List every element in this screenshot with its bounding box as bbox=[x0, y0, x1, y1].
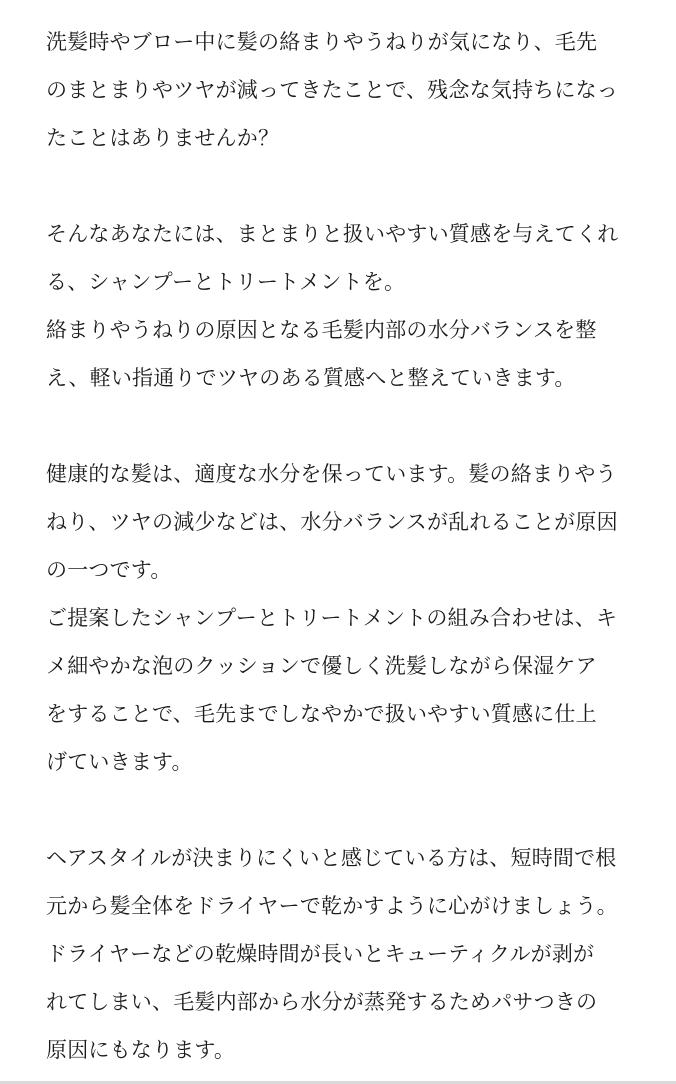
text-line: え、軽い指通りでツヤのある質感へと整えていきます。 bbox=[46, 366, 576, 390]
text-line: をすることで、毛先までしなやかで扱いやすい質感に仕上 bbox=[46, 702, 597, 726]
text-line: る、シャンプーとトリートメントを。 bbox=[46, 270, 406, 294]
paragraph-2 bbox=[46, 210, 646, 402]
text-line: 元から髪全体をドライヤーで乾かすように心がけましょう。 bbox=[46, 894, 618, 918]
text-line: 健康的な髪は、適度な水分を保っています。髪の絡まりやう bbox=[46, 462, 617, 486]
text-line: 絡まりやうねりの原因となる毛髪内部の水分バランスを整 bbox=[46, 318, 597, 342]
text-line: メ細やかな泡のクッションで優しく洗髪しながら保湿ケア bbox=[46, 654, 597, 678]
text-line: ドライヤーなどの乾燥時間が長いとキューティクルが剥が bbox=[46, 942, 595, 966]
paragraph-spacer bbox=[46, 162, 646, 210]
text-line: れてしまい、毛髪内部から水分が蒸発するためパサつきの bbox=[46, 990, 598, 1014]
text-line: の一つです。 bbox=[46, 558, 172, 582]
paragraph-4 bbox=[46, 834, 646, 1074]
paragraph-spacer bbox=[46, 786, 646, 834]
paragraph-1 bbox=[46, 18, 646, 162]
text-line: ヘアスタイルが決まりにくいと感じている方は、短時間で根 bbox=[46, 846, 617, 870]
text-line: たことはありませんか？ bbox=[46, 126, 280, 150]
paragraph-spacer bbox=[46, 402, 646, 450]
text-line: のまとまりやツヤが減ってきたことで、残念な気持ちになっ bbox=[46, 78, 618, 102]
text-line: 原因にもなります。 bbox=[46, 1038, 236, 1062]
text-line: そんなあなたには、まとまりと扱いやすい質感を与えてくれ bbox=[46, 222, 619, 246]
text-line: ねり、ツヤの減少などは、水分バランスが乱れることが原因 bbox=[46, 510, 618, 534]
article-body bbox=[46, 18, 646, 1074]
text-line: 洗髪時やブロー中に髪の絡まりやうねりが気になり、毛先 bbox=[46, 30, 598, 54]
text-line: ご提案したシャンプーとトリートメントの組み合わせは、キ bbox=[46, 606, 618, 630]
paragraph-3 bbox=[46, 450, 646, 786]
text-line: げていきます。 bbox=[46, 750, 193, 774]
